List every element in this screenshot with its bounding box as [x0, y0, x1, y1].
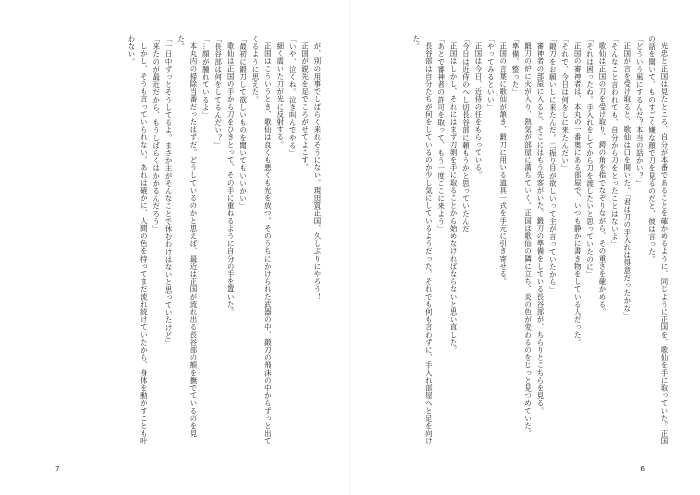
- paragraph: 「長谷部は何をしてるんだい？」: [213, 35, 223, 149]
- paragraph: 「今日は近侍のへし切長谷部に頼もうかと思っていたんだ: [461, 35, 471, 233]
- paragraph: 本丸内の掃除当番だったはずだ。どうしているのかと思えば、最近は正国が流れ出る長谷部の額を撫でているのを見た。: [176, 35, 198, 438]
- paragraph: 「それで、今日は何をしに来たんだい」: [560, 35, 570, 172]
- paragraph: しかし、そうも言っていられない。あれは確かに、人間の色を持ってまだ流れ続けていたから、身体を動かすことも叶わない。: [126, 35, 149, 446]
- paragraph: 正国が鋭先を足でころがせてよこす。: [300, 42, 310, 172]
- paragraph: 「やってみるといい」: [486, 35, 496, 111]
- paragraph: 「どういう風にするんだ？本当の話かい？」: [635, 35, 645, 187]
- paragraph: 鍛刀の炉に火が入り、熱気が部屋に満ちていく。正国は歌仙の隣に立ち、炎の色が変わるのをじっと見つめていた。: [523, 42, 533, 438]
- paragraph: 細く震いた刀が光に反射する。: [275, 42, 285, 149]
- page-number-right: 6: [640, 465, 645, 473]
- paragraph: 「一日中ずっとそうしてるよ。まさか主がそんなことで休むわけはないと思っていたけど」: [164, 35, 174, 347]
- paragraph: 正国はこういうとき、歌仙は良くも悪くも光を放つ。そのうちにかけられた武器の中、鍛刀の飛沫の中からずっと出てくるように思えた。: [250, 35, 273, 446]
- paragraph: 正国は今日、近侍の任をもらっている。: [473, 42, 483, 180]
- paragraph: 「…顔が腫れているよ」: [201, 35, 211, 119]
- paragraph: 審神者の部屋に入ると、そこにはもう先客がいた。鍛刀の準備をしている長谷部が、ちらりとこちらを見る。: [535, 42, 545, 415]
- right-page: [350, 0, 700, 495]
- paragraph: 長谷部は自分たちが何をしているのか少し気にしているようだった。それでも何も言わずに、手入れ部屋へと足を向けた。: [411, 35, 434, 446]
- paragraph: 「最初に鍛刀して欲しいものを聞いてもいいかい」: [238, 35, 248, 210]
- paragraph: 歌仙は正国の手から刀をひきとって、その手に重ねるように自分の手を置いた。: [226, 42, 236, 316]
- paragraph: 「来たのが最近だから、もうしばらくはかかるんだろう」: [151, 35, 161, 233]
- paragraph: 「準備、整った」: [511, 35, 521, 96]
- paragraph: 歌仙は正国の刀を受け取り、鍔の角を指でなぞりながら、その重さを確かめる。: [597, 42, 607, 316]
- right-page-text: [375, 35, 670, 450]
- paragraph: 「それは困ったね。手入れをしてから刀を渡したいと思っていたのに」: [585, 35, 595, 279]
- page-number-left: 7: [55, 465, 60, 473]
- paragraph: 「そんなこと言われても、自分から刀をとったことはないよ」: [610, 35, 620, 248]
- left-page-text: [28, 35, 323, 450]
- paragraph: が、別の用事でしばらく来れそうにない。現田質正国、久しぶりにやろう！: [313, 42, 322, 301]
- paragraph: 「鍛刀をお願いしに来たんだ。二振り目が欲しいって主が言っていたから」: [548, 35, 558, 294]
- paragraph: 正国はしかし、それにはまず刀剣を手に取ることから始めなければならないと思い直した。: [449, 42, 459, 354]
- paragraph: 光忠と正国は見たところ、自分が本番であることを確かめるように、同じように正国を、歌仙を手に取っていた。正国の話を聞いて、ものすごく嫌な顔で刀を見るのだと、彼は言った。: [647, 35, 669, 446]
- paragraph: 正国が言を受け取ると、歌仙は口を開いた。「君は刀の手入れは得意だったかな」: [622, 42, 632, 320]
- paragraph: 「あとで審神者の許可を取って、もう一度ここに来よう」: [436, 35, 446, 233]
- paragraph: 正国の審神者は、本丸の一番奥にある部屋で、いつも静かに書き物をしている人だった。: [573, 42, 583, 347]
- paragraph: 「いや、泣くね。泣き叫んでやる」: [288, 35, 298, 157]
- paragraph: 正国の言葉に歌仙が頷き、鍛刀に用いる道具一式を手元に引き寄せる。: [498, 42, 508, 286]
